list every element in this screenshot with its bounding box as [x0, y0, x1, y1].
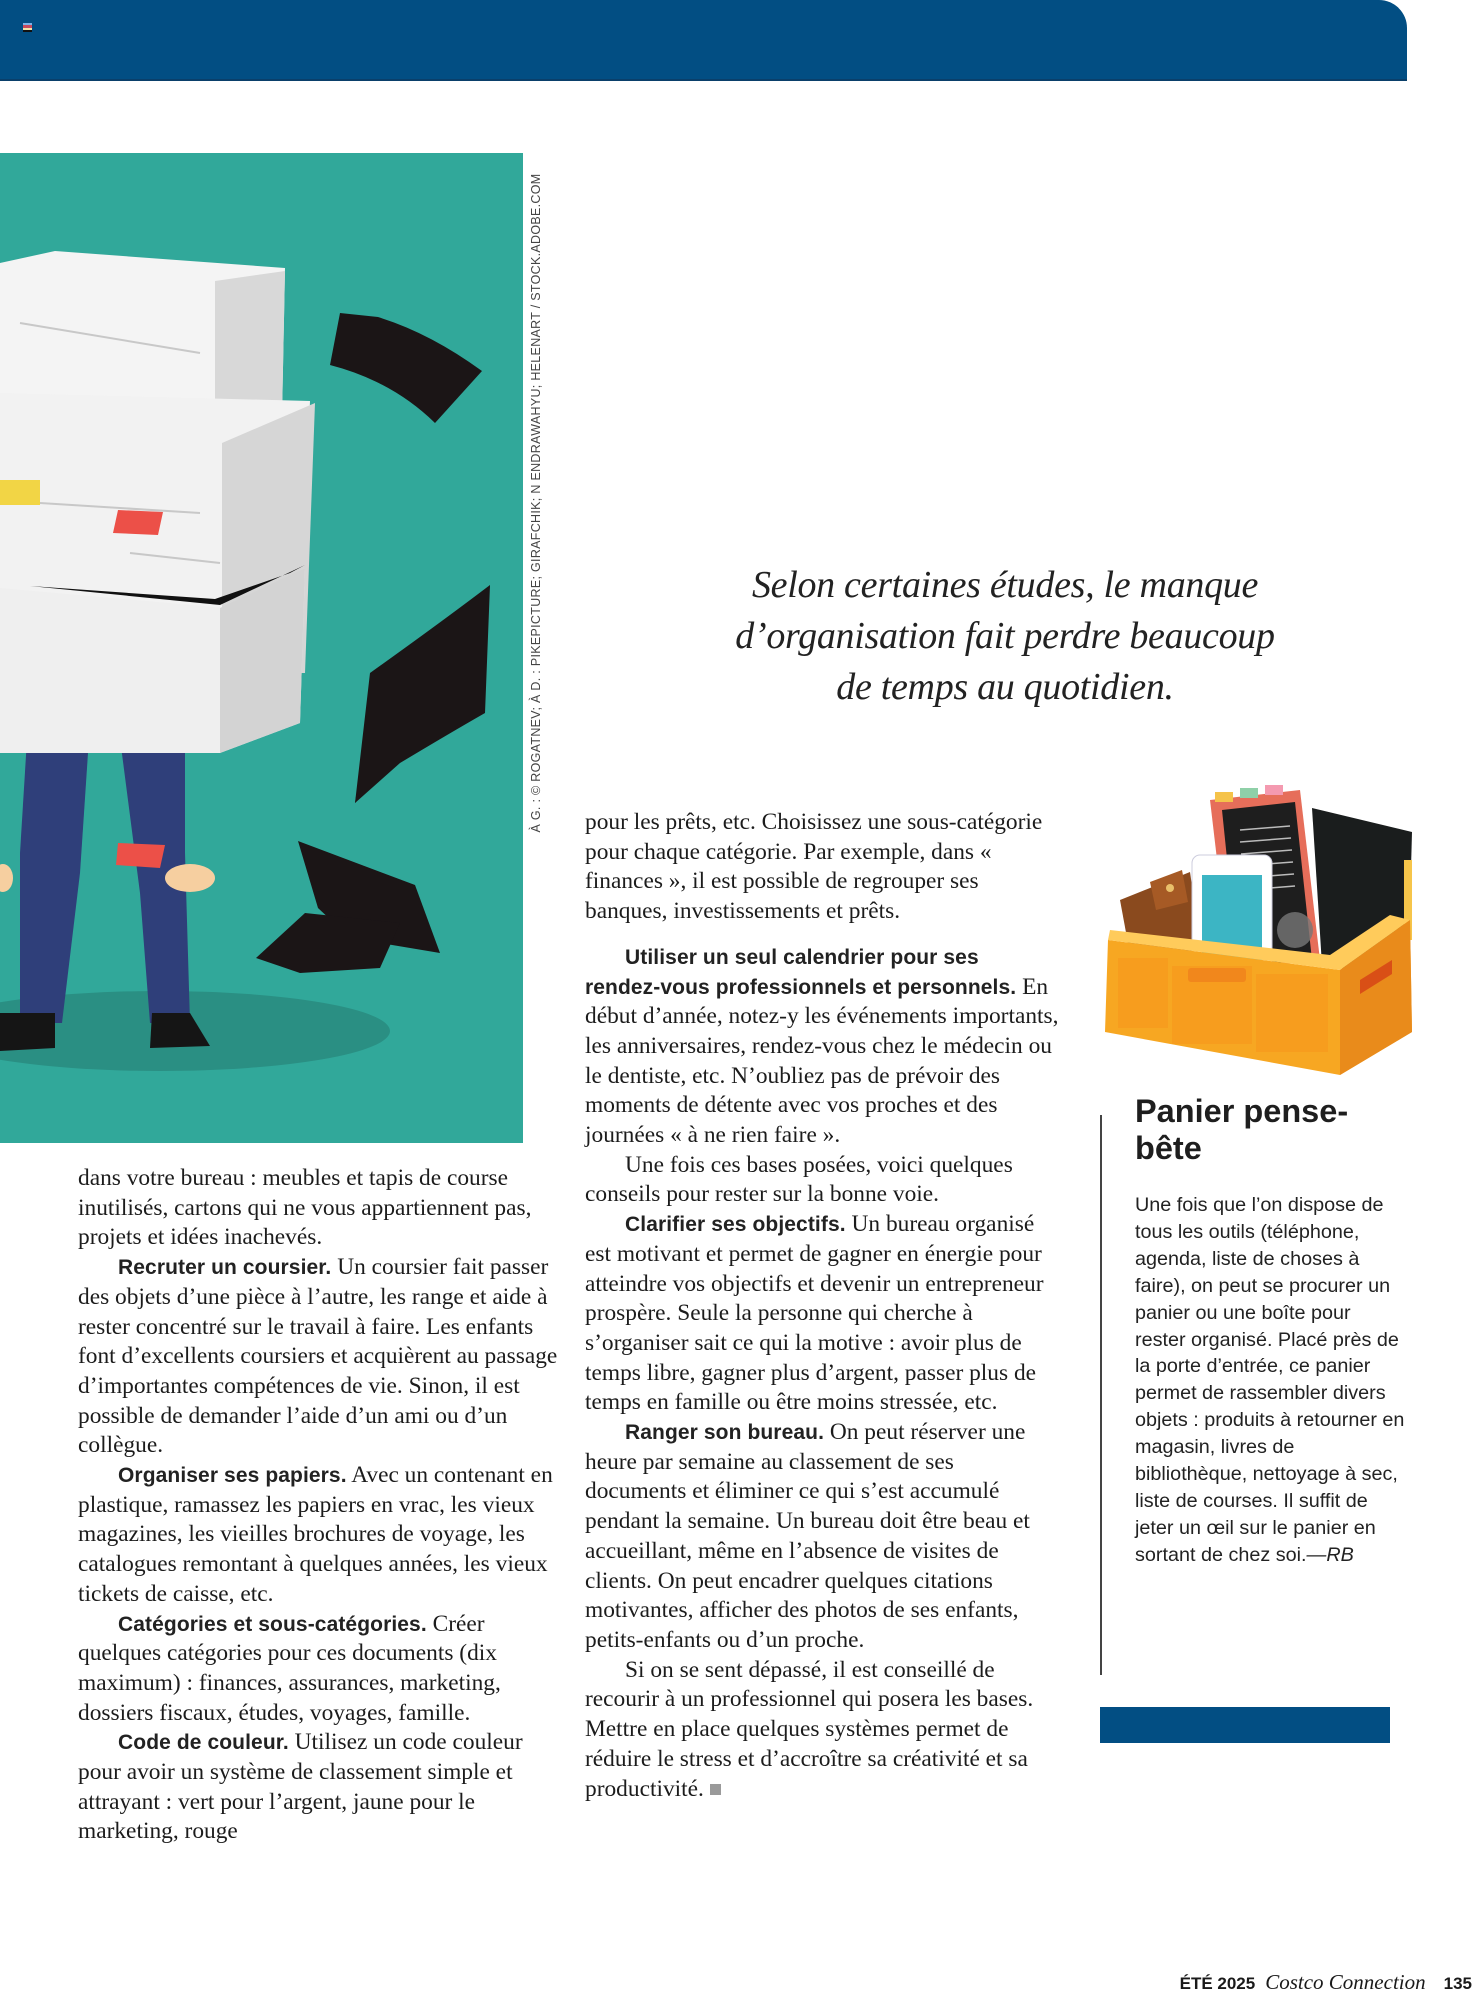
- paragraph: Clarifier ses objectifs. Un bureau organisé est motivant et permet de gagner en énergie pour atteindre vos objectifs et devenir un entrepreneur prospère. Seule la personne qui cherche à s’organiser sait ce qui la motive : avoir plus de temps libre, gagner plus d’argent, passer plus de temps en famille ou être moins stressée, etc.: [585, 1211, 1044, 1416]
- end-of-article-mark-icon: [710, 1784, 721, 1795]
- paragraph: Catégories et sous-catégories. Créer quelques catégories pour ces documents (dix maximum) : finances, assurances, marketing, dossiers fiscaux, études, voyages, famille.: [78, 1610, 501, 1726]
- paragraph: Ranger son bureau. On peut réserver une heure par semaine au classement de ses documents et éliminer ce qui s’est accumulé pendant la semaine. Un bureau doit être beau et accueillant, même en l’absence de visites de clients. On peut encadrer quelques citations motivantes, afficher des photos de ses enfants, petits-enfants ou d’un proche.: [585, 1419, 1030, 1653]
- flag-icon: [23, 23, 32, 32]
- paragraph-lead: Recruter un coursier.: [118, 1256, 332, 1280]
- article-column-middle: [585, 808, 1060, 1804]
- page-footer: [1180, 1970, 1472, 1996]
- article-column-left: [78, 1164, 558, 1847]
- issue-season: ÉTÉ 2025: [1179, 1974, 1256, 1993]
- magazine-name: Costco Connection: [1265, 1970, 1426, 1994]
- basket-illustration: [1090, 770, 1420, 1080]
- paragraph-lead: Catégories et sous-catégories.: [118, 1612, 427, 1636]
- paragraph: Recruter un coursier. Un coursier fait passer des objets d’une pièce à l’autre, les range et aide à rester concentré sur le travail à faire. Les enfants font d’excellents coursiers et acquièrent au passage d’importantes compétences de vie. Sinon, il est possible de demander l’aide d’un ami ou d’un collègue.: [78, 1254, 558, 1459]
- paragraph-lead: Clarifier ses objectifs.: [625, 1213, 846, 1237]
- paragraph: Code de couleur. Utilisez un code couleur pour avoir un système de classement simple et attrayant : vert pour l’argent, jaune pour le marketing, rouge: [78, 1729, 523, 1845]
- paragraph: Utiliser un seul calendrier pour ses rendez-vous professionnels et personnels. En début d’année, notez-y les événements importants, les anniversaires, rendez-vous chez le médecin ou le dentiste, etc. N’oubliez pas de prévoir des moments de détente avec vos proches et des journées « à ne rien faire ».: [585, 945, 1059, 1149]
- sidebar-divider: [1100, 1115, 1102, 1675]
- man-carrying-papers-icon: [0, 153, 523, 1143]
- pull-quote: Selon certaines études, le manque d’organisation fait perdre beaucoup de temps au quotidien.: [735, 564, 1275, 708]
- paragraph-lead: Code de couleur.: [118, 1731, 289, 1755]
- paragraph-lead: Ranger son bureau.: [625, 1421, 825, 1445]
- paragraph: dans votre bureau : meubles et tapis de course inutilisés, cartons qui ne vous appartiennent pas, projets et idées inachevés.: [78, 1165, 532, 1251]
- paper-stack-illustration: [0, 153, 523, 1143]
- page-number: 135: [1443, 1974, 1472, 1993]
- photo-credit: À G. : © ROGATNEV; À D. : PIKEPICTURE; GIRAFCHIK; N ENDRAWAHYU; HELENART / STOCK.ADOBE.COM: [529, 173, 543, 833]
- paragraph: Si on se sent dépassé, il est conseillé de recourir à un professionnel qui posera les bases. Mettre en place quelques systèmes permet de réduire le stress et d’accroître sa créativité et sa productivité.: [585, 1656, 1034, 1802]
- sidebar-body: Une fois que l’on dispose de tous les outils (téléphone, agenda, liste de choses à faire), on peut se procurer un panier ou une boîte pour rester organisé. Placé près de la porte d’entrée, ce panier permet de rassembler divers objets : produits à retourner en magasin, livres de bibliothèque, nettoyage à sec, liste de courses. Il suffit de jeter un œil sur le panier en sortant de chez soi.—RB: [1135, 1194, 1405, 1566]
- header-banner: [0, 0, 1407, 81]
- paragraph: pour les prêts, etc. Choisissez une sous-catégorie pour chaque catégorie. Par exemple, dans « finances », il est possible de regrouper ses banques, investissements et prêts.: [585, 809, 1043, 925]
- paragraph: Organiser ses papiers. Avec un contenant en plastique, ramassez les papiers en vrac, les vieux magazines, les vieilles brochures de voyage, les catalogues remontant à quelques années, les vieux tickets de caisse, etc.: [78, 1462, 553, 1607]
- organizer-basket-icon: [1090, 770, 1420, 1080]
- paragraph-lead: Utiliser un seul calendrier pour ses rendez-vous professionnels et personnels.: [585, 945, 1017, 999]
- sidebar-footer-bar: [1100, 1707, 1390, 1743]
- sidebar-signature: —RB: [1306, 1543, 1354, 1566]
- paragraph-lead: Organiser ses papiers.: [118, 1464, 347, 1488]
- paragraph: Une fois ces bases posées, voici quelques conseils pour rester sur la bonne voie.: [585, 1151, 1013, 1208]
- sidebar-title: Panier pense-bête: [1135, 1093, 1349, 1166]
